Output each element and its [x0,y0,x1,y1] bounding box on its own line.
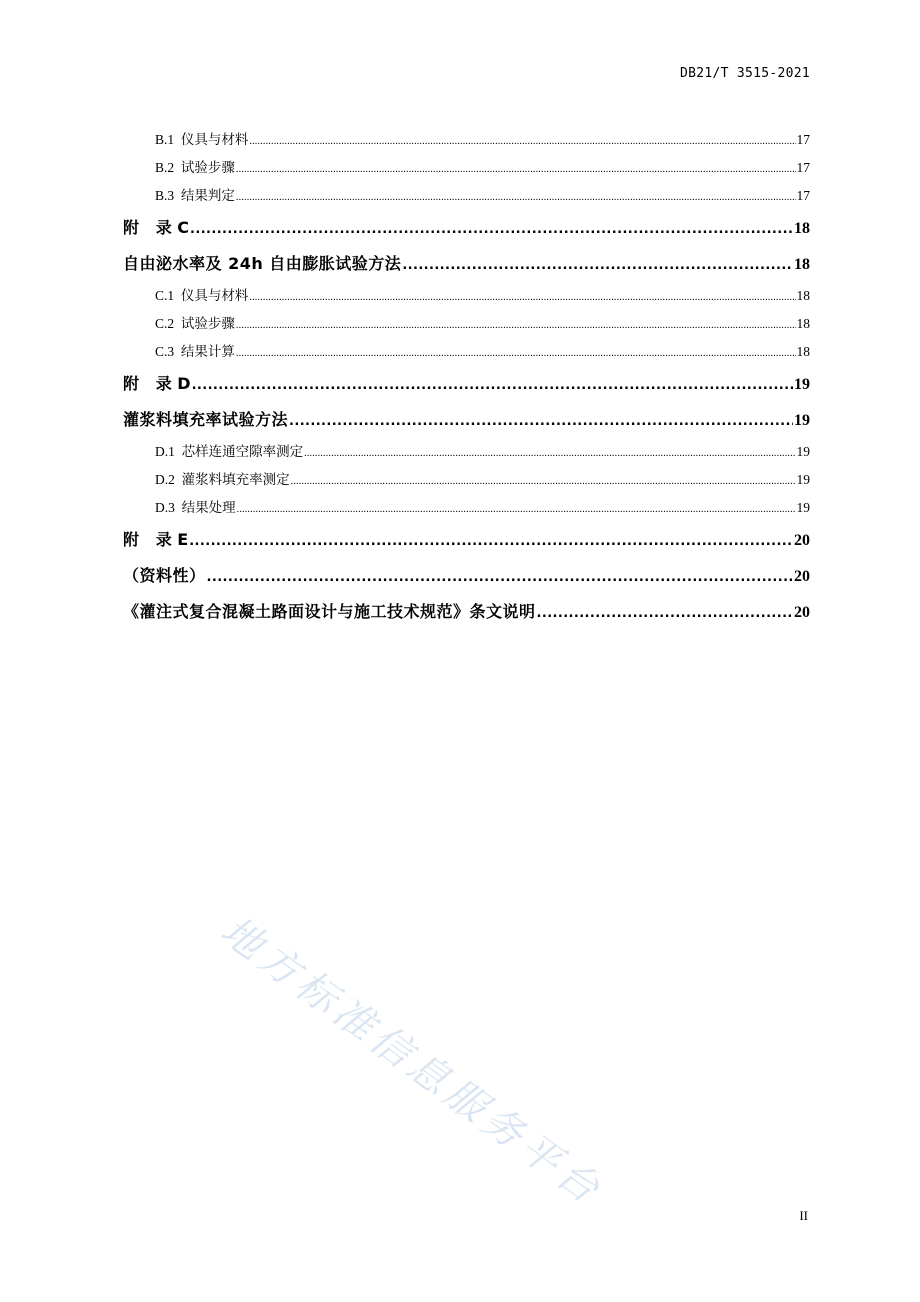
toc-entry[interactable] [123,310,810,338]
toc-leader [192,368,793,404]
toc-leader [304,440,795,468]
toc-leader [291,468,796,496]
toc-leader [237,496,796,524]
toc-entry[interactable] [123,402,810,438]
toc-entry[interactable] [123,494,810,522]
toc-entry-page: 19 [796,472,810,487]
watermark: 地方标准信息服务平台 [212,907,612,1216]
toc-entry[interactable] [123,594,810,630]
toc-leader [402,248,793,284]
toc-entry-page: 20 [794,604,810,621]
toc-entry[interactable] [123,182,810,210]
toc-entry-page: 20 [794,532,810,549]
toc-entry-page: 17 [796,160,810,175]
toc-entry-page: 18 [796,344,810,359]
toc-entry-page: 18 [796,288,810,303]
toc-entry-title: D.1 芯样连通空隙率测定 [155,444,304,459]
table-of-contents [123,126,810,630]
toc-entry[interactable] [123,154,810,182]
document-number: DB21/T 3515-2021 [679,66,810,81]
toc-entry-title: C.1 仪具与材料 [155,288,249,303]
toc-entry-page: 18 [794,220,810,237]
toc-leader [249,284,795,312]
toc-entry-title: 附 录 C [123,218,190,237]
toc-entry-page: 19 [794,376,810,393]
toc-entry-title: 附 录 E [123,530,189,549]
toc-entry[interactable] [123,366,810,402]
toc-leader [236,184,796,212]
toc-entry[interactable] [123,558,810,594]
toc-leader [190,212,793,248]
toc-entry-title: C.2 试验步骤 [155,316,235,331]
toc-entry[interactable] [123,522,810,558]
toc-entry-title: B.2 试验步骤 [155,160,235,175]
toc-entry-page: 18 [794,256,810,273]
toc-leader [249,128,795,156]
toc-entry-page: 18 [796,316,810,331]
toc-entry-page: 19 [796,444,810,459]
toc-leader [289,404,793,440]
page-number: II [799,1208,808,1223]
toc-entry-title: D.3 结果处理 [155,500,236,515]
toc-entry-page: 17 [796,188,810,203]
toc-entry-title: 《灌注式复合混凝土路面设计与施工技术规范》条文说明 [123,602,536,621]
toc-entry[interactable] [123,126,810,154]
toc-entry[interactable] [123,466,810,494]
toc-entry[interactable] [123,338,810,366]
toc-leader [537,596,793,632]
toc-entry-title: C.3 结果计算 [155,344,235,359]
toc-entry[interactable] [123,282,810,310]
toc-leader [236,156,796,184]
toc-entry[interactable] [123,210,810,246]
toc-entry[interactable] [123,438,810,466]
toc-leader [207,560,793,596]
toc-leader [236,340,796,368]
toc-entry-title: （资料性） [123,566,206,585]
toc-entry[interactable] [123,246,810,282]
toc-entry-title: 灌浆料填充率试验方法 [123,410,289,429]
toc-leader [236,312,796,340]
toc-entry-title: D.2 灌浆料填充率测定 [155,472,290,487]
toc-entry-page: 17 [796,132,810,147]
toc-entry-title: 自由泌水率及 24h 自由膨胀试验方法 [123,254,402,273]
toc-entry-title: B.3 结果判定 [155,188,235,203]
toc-entry-page: 20 [794,568,810,585]
toc-entry-page: 19 [796,500,810,515]
toc-entry-page: 19 [794,412,810,429]
toc-leader [189,524,793,560]
toc-entry-title: 附 录 D [123,374,191,393]
toc-entry-title: B.1 仪具与材料 [155,132,249,147]
